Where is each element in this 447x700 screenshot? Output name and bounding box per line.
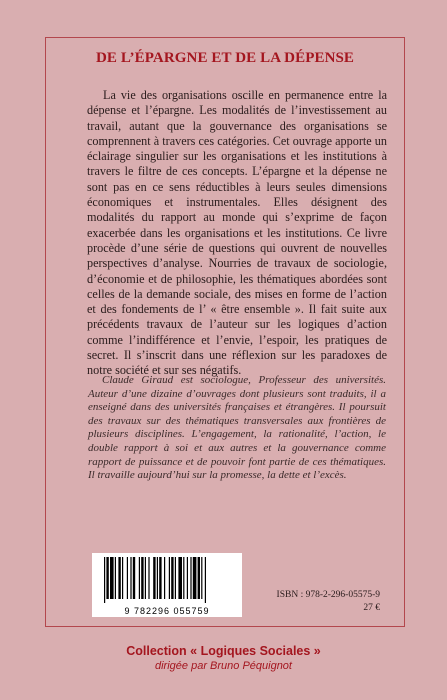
barcode-bar xyxy=(157,557,158,599)
isbn: ISBN : 978-2-296-05575-9 xyxy=(276,590,380,600)
collection-name: Collection « Logiques Sociales » xyxy=(126,644,321,658)
barcode-bar xyxy=(178,557,182,599)
barcode-bar xyxy=(175,557,176,599)
barcode-bar xyxy=(169,557,170,599)
barcode-bar xyxy=(104,557,105,603)
barcode-number: 9 782296 055759 xyxy=(124,606,210,616)
book-title: DE L’ÉPARGNE ET DE LA DÉPENSE xyxy=(95,50,355,66)
barcode-bars xyxy=(92,553,242,605)
author-bio: Claude Giraud est sociologue, Professeur des universités. Auteur d’une dizaine d’ouvrages dont plusieurs sont traduits, il a enseigné dans des universités françaises et étrangères. Il poursuit des travaux sur des thématiques transversales aux frontières de plusieurs disciplines. L’engagement, la rationalité, l’action, le double rapport à soi et aux autres et la gouvernance comme rapport de puissance et de pouvoir font partie de ces thématiques. Il travaille aujourd’hui sur la promesse, la dette et l’excès. xyxy=(88,374,386,482)
barcode-bar xyxy=(183,557,184,599)
barcode-bar xyxy=(141,557,143,599)
barcode-bar xyxy=(145,557,146,599)
barcode-bar xyxy=(106,557,108,599)
book-abstract: La vie des organisations oscille en permanence entre la dépense et l’épargne. Les modalités de l’investissement au travail, autant que la gouvernance des organisations se comprennent à travers ces catégories. Cet ouvrage apporte un éclairage singulier sur les organisations et les institutions à travers le filtre de ces concepts. L’épargne et la dépense ne sont pas en ce sens réductibles à leurs seules dimensions économiques et instrumentales. Elles désignent des modalités du rapport au monde qui s’exprime de façon exacerbée dans les organisations et les institutions. Ce livre procède d’une série de questions qui ouvrent de nouvelles perspectives d’analyse. Nourries de travaux de sociologie, d’économie et de philosophie, les thématiques abordées sont celles de la demande sociale, des mises en forme de l’action et des fondements de l’ « être ensemble ». Il fait suite aux précédents travaux de l’auteur sur les logiques d’action comme l’indifférence et l’envie, l’espoir, les pratiques de secret. Il s’inscrit dans une réflexion sur les paradoxes de notre société et sur ses négatifs. xyxy=(87,88,387,378)
barcode-bar xyxy=(130,557,131,599)
collection-director: dirigée par Bruno Péquignot xyxy=(155,660,292,672)
barcode-bar xyxy=(115,557,116,599)
barcode-bar xyxy=(148,557,149,599)
barcode-bar xyxy=(127,557,128,599)
barcode xyxy=(92,553,242,617)
barcode-bar xyxy=(153,557,155,599)
barcode-bar xyxy=(133,557,135,599)
barcode-bar xyxy=(205,557,206,603)
price: 27 € xyxy=(363,603,380,613)
barcode-bar xyxy=(198,557,200,599)
barcode-bar xyxy=(139,557,140,599)
barcode-bar xyxy=(122,557,123,599)
barcode-bar xyxy=(159,557,161,599)
barcode-bar xyxy=(201,557,202,599)
barcode-bar xyxy=(110,557,114,599)
barcode-bar xyxy=(193,557,197,599)
barcode-bar xyxy=(118,557,120,599)
barcode-bar xyxy=(187,557,188,599)
barcode-bar xyxy=(164,557,165,599)
barcode-bar xyxy=(171,557,173,599)
barcode-bar xyxy=(190,557,191,599)
